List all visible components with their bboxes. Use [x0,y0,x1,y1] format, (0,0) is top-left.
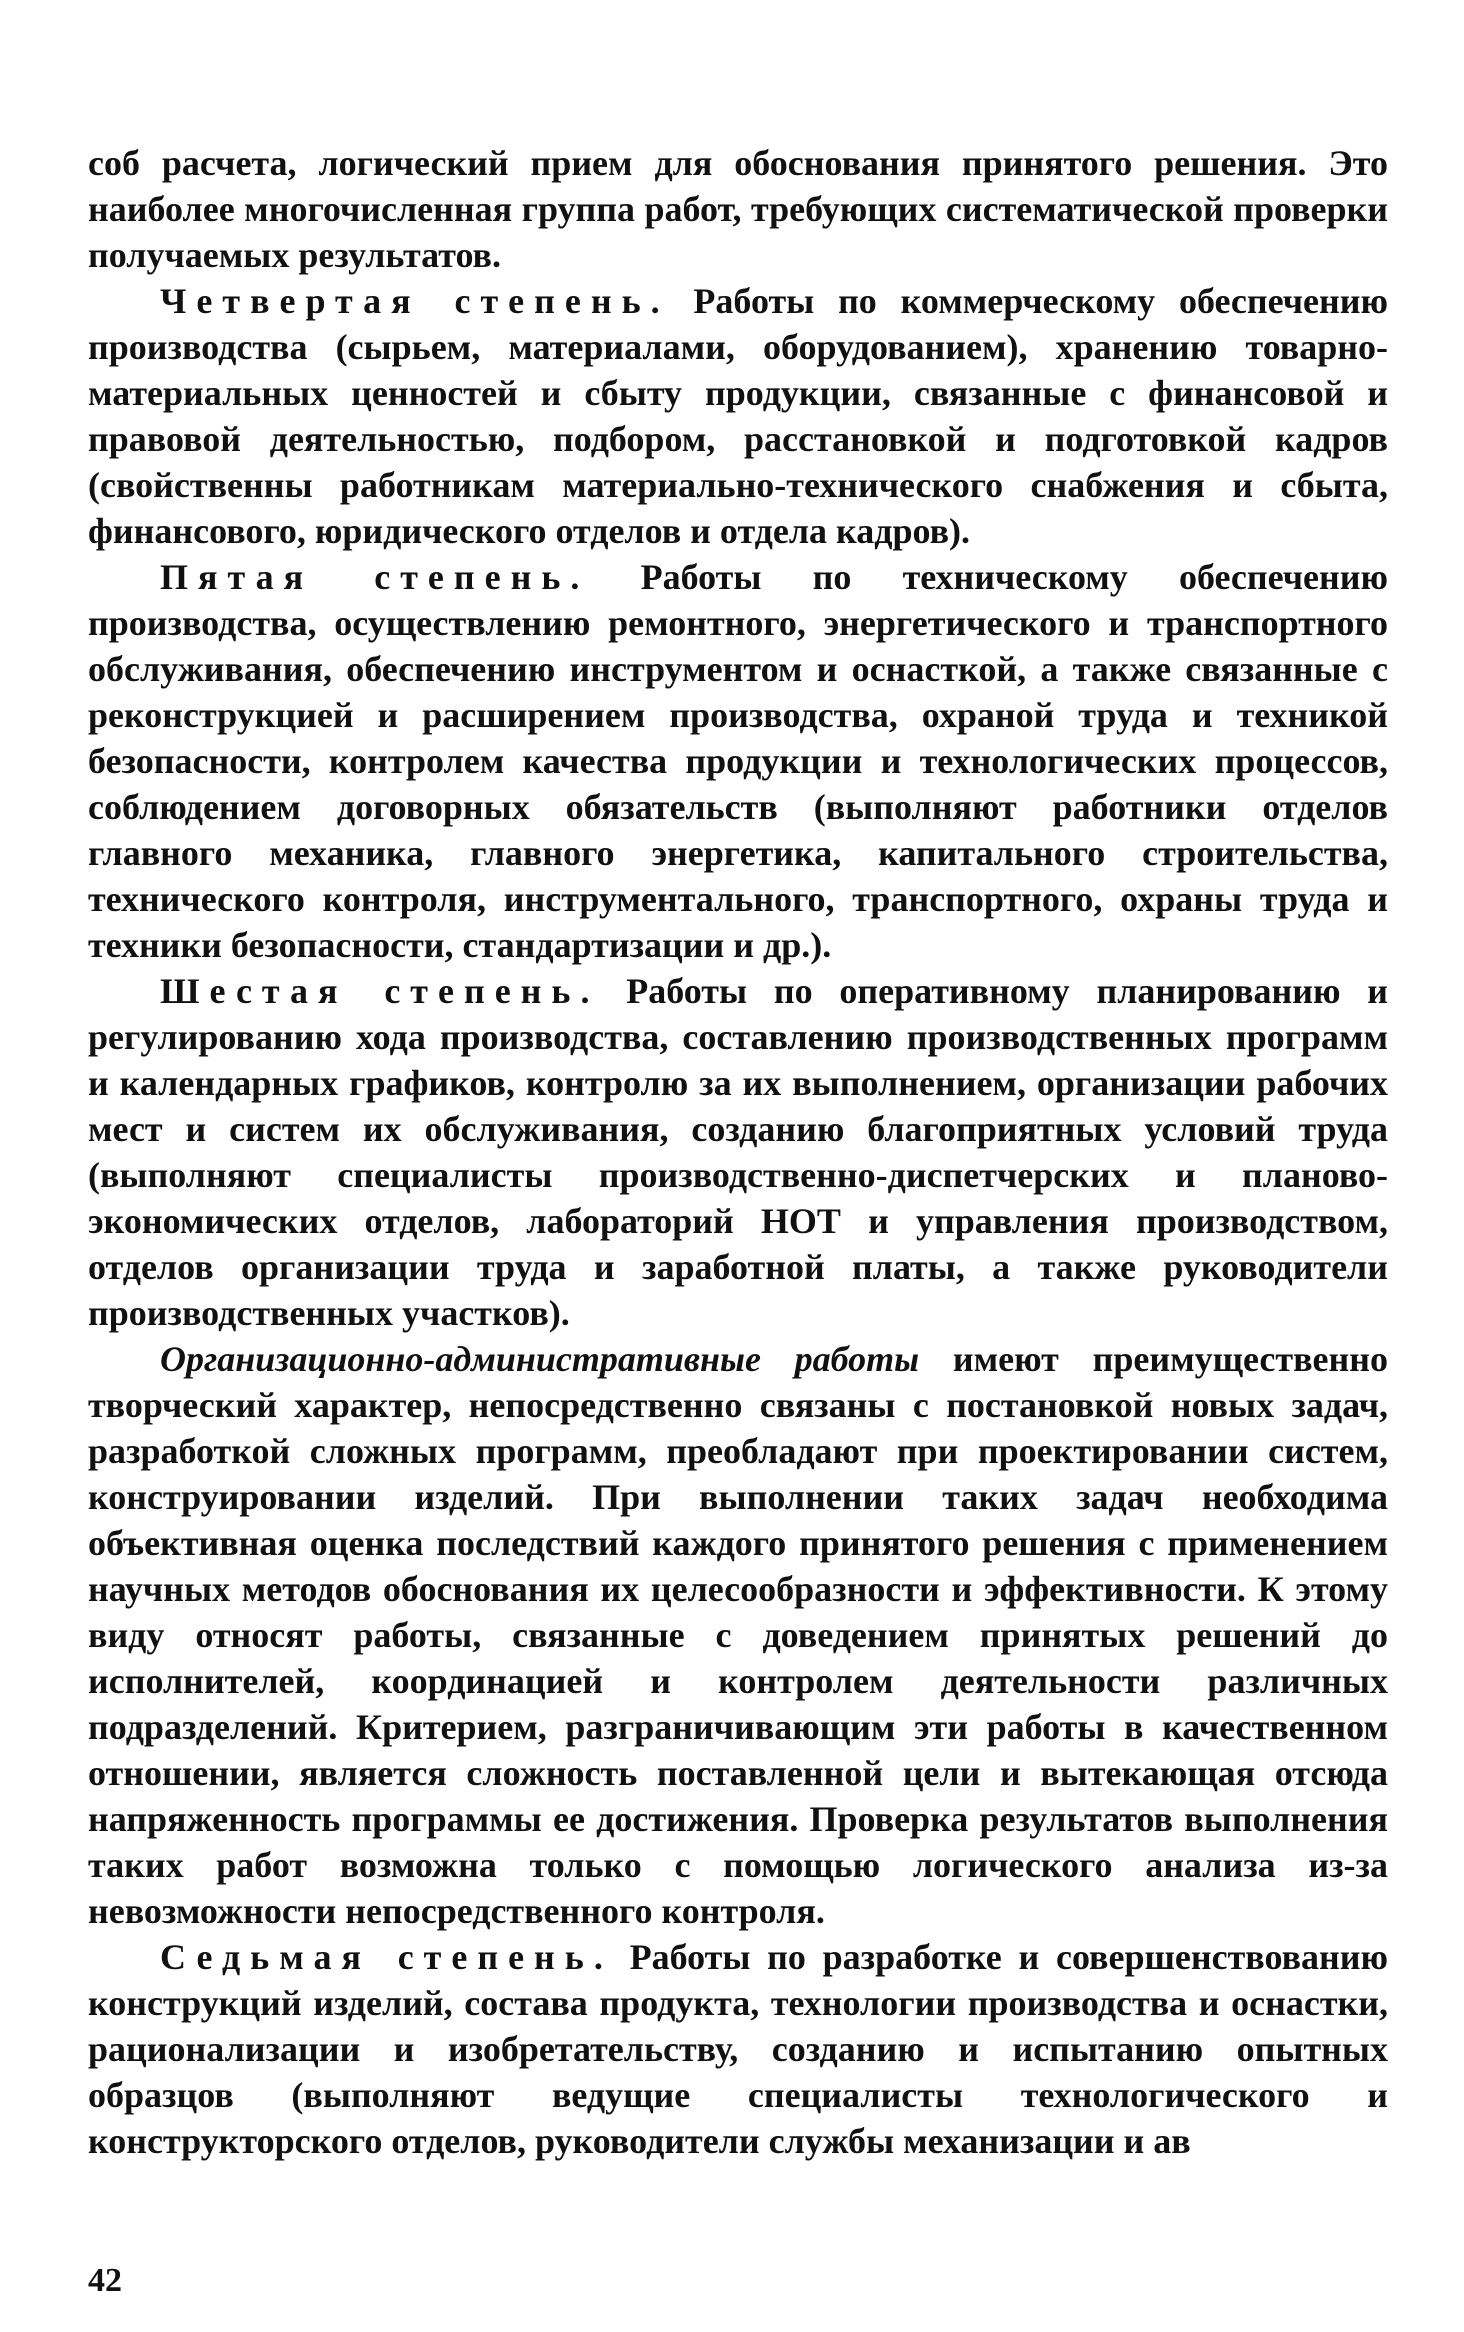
paragraph-lead: Пятая степень. [160,557,590,597]
paragraph-lead: Четвертая степень. [160,281,670,321]
paragraph-fourth-degree [88,278,1388,554]
page-body [88,140,1388,2164]
paragraph-lead: Шестая степень. [160,971,600,1011]
paragraph-text: Работы по оперативному планированию и регулированию хода производства, составлению производственных программ и календарных графиков, контролю за их выполнением, организации рабочих мест и систем их обслуживания, созданию благоприятных условий труда (выполняют специалисты производственно-диспетчерских и планово-экономических отделов, лабораторий НОТ и управления производством, отделов организации труда и заработной платы, а также руководители производственных участков). [88,971,1388,1333]
paragraph-seventh-degree [88,1934,1388,2164]
paragraph-text: Работы по техническому обеспечению производства, осуществлению ремонтного, энергетического и транспортного обслуживания, обеспечению инструментом и оснасткой, а также связанные с реконструкцией и расширением производства, охраной труда и техникой безопасности, контролем качества продукции и технологических процессов, соблюдением договорных обязательств (выполняют работники отделов главного механика, главного энергетика, капитального строительства, технического контроля, инструментального, транспортного, охраны труда и техники безопасности, стандартизации и др.). [88,557,1389,965]
page-number: 42 [88,2262,122,2299]
paragraph-text: Работы по коммерческому обеспечению производства (сырьем, материалами, оборудованием), хранению товарно-материальных ценностей и сбыту продукции, связанные с финансовой и правовой деятельностью, подбором, расстановкой и подготовкой кадров (свойственны работникам материально-технического снабжения и сбыта, финансового, юридического отделов и отдела кадров). [88,281,1388,551]
paragraph-organizational-work [88,1336,1388,1934]
paragraph-sixth-degree [88,968,1388,1336]
paragraph-lead: Седьмая степень. [160,1937,613,1977]
paragraph-fifth-degree [88,554,1388,968]
paragraph-continuation [88,140,1388,278]
paragraph-lead: Организационно-административные работы [160,1339,920,1379]
paragraph-text: Работы по разработке и совершенствованию конструкций изделий, состава продукта, технологии производства и оснастки, рационализации и изобретательству, созданию и испытанию опытных образцов (выполняют ведущие специалисты технологического и конструкторского отделов, руководители службы механизации и ав [88,1937,1388,2161]
paragraph-text: имеют преимущественно творческий характер, непосредственно связаны с постановкой новых задач, разработкой сложных программ, преобладают при проектировании систем, конструировании изделий. При выполнении таких задач необходима объективная оценка последствий каждого принятого решения с применением научных методов обоснования их целесообразности и эффективности. К этому виду относят работы, связанные с доведением принятых решений до исполнителей, координацией и контролем деятельности различных подразделений. Критерием, разграничивающим эти работы в качественном отношении, является сложность поставленной цели и вытекающая отсюда напряженность программы ее достижения. Проверка результатов выполнения таких работ возможна только с помощью логического анализа из-за невозможности непосредственного контроля. [88,1339,1388,1931]
paragraph-text: соб расчета, логический прием для обоснования принятого решения. Это наиболее многочисленная группа работ, требующих систематической проверки получаемых результатов. [88,143,1388,275]
